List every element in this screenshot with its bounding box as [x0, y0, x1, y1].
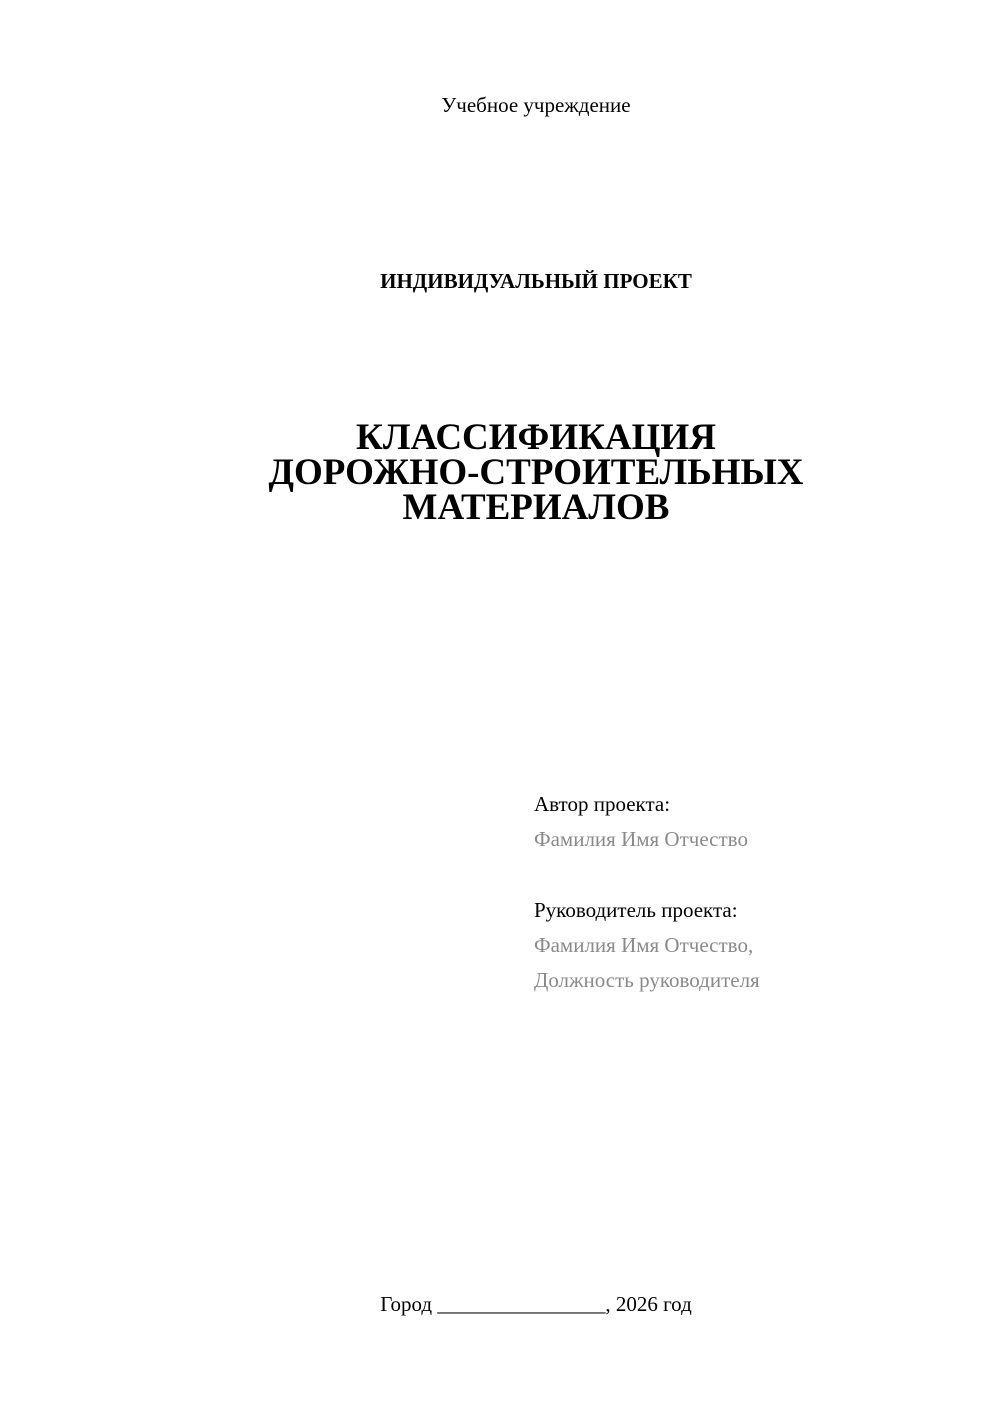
city-year-line: Город ________________, 2026 год: [380, 1292, 692, 1316]
document-title: [0, 417, 1000, 528]
supervisor-label: Руководитель проекта:: [534, 898, 738, 922]
document-title-line-1: КЛАССИФИКАЦИЯ: [356, 417, 716, 458]
document-title-line-3: МАТЕРИАЛОВ: [402, 487, 670, 528]
credits-block: [534, 787, 974, 998]
document-type: ИНДИВИДУАЛЬНЫЙ ПРОЕКТ: [380, 269, 692, 293]
credits-spacer: [534, 857, 974, 893]
institution-name: Учебное учреждение: [441, 93, 631, 117]
author-name: Фамилия Имя Отчество: [534, 827, 748, 851]
author-label: Автор проекта:: [534, 792, 671, 816]
document-title-line-2: ДОРОЖНО-СТРОИТЕЛЬНЫХ: [268, 452, 804, 493]
supervisor-position: Должность руководителя: [534, 968, 760, 992]
supervisor-name: Фамилия Имя Отчество,: [534, 933, 754, 957]
